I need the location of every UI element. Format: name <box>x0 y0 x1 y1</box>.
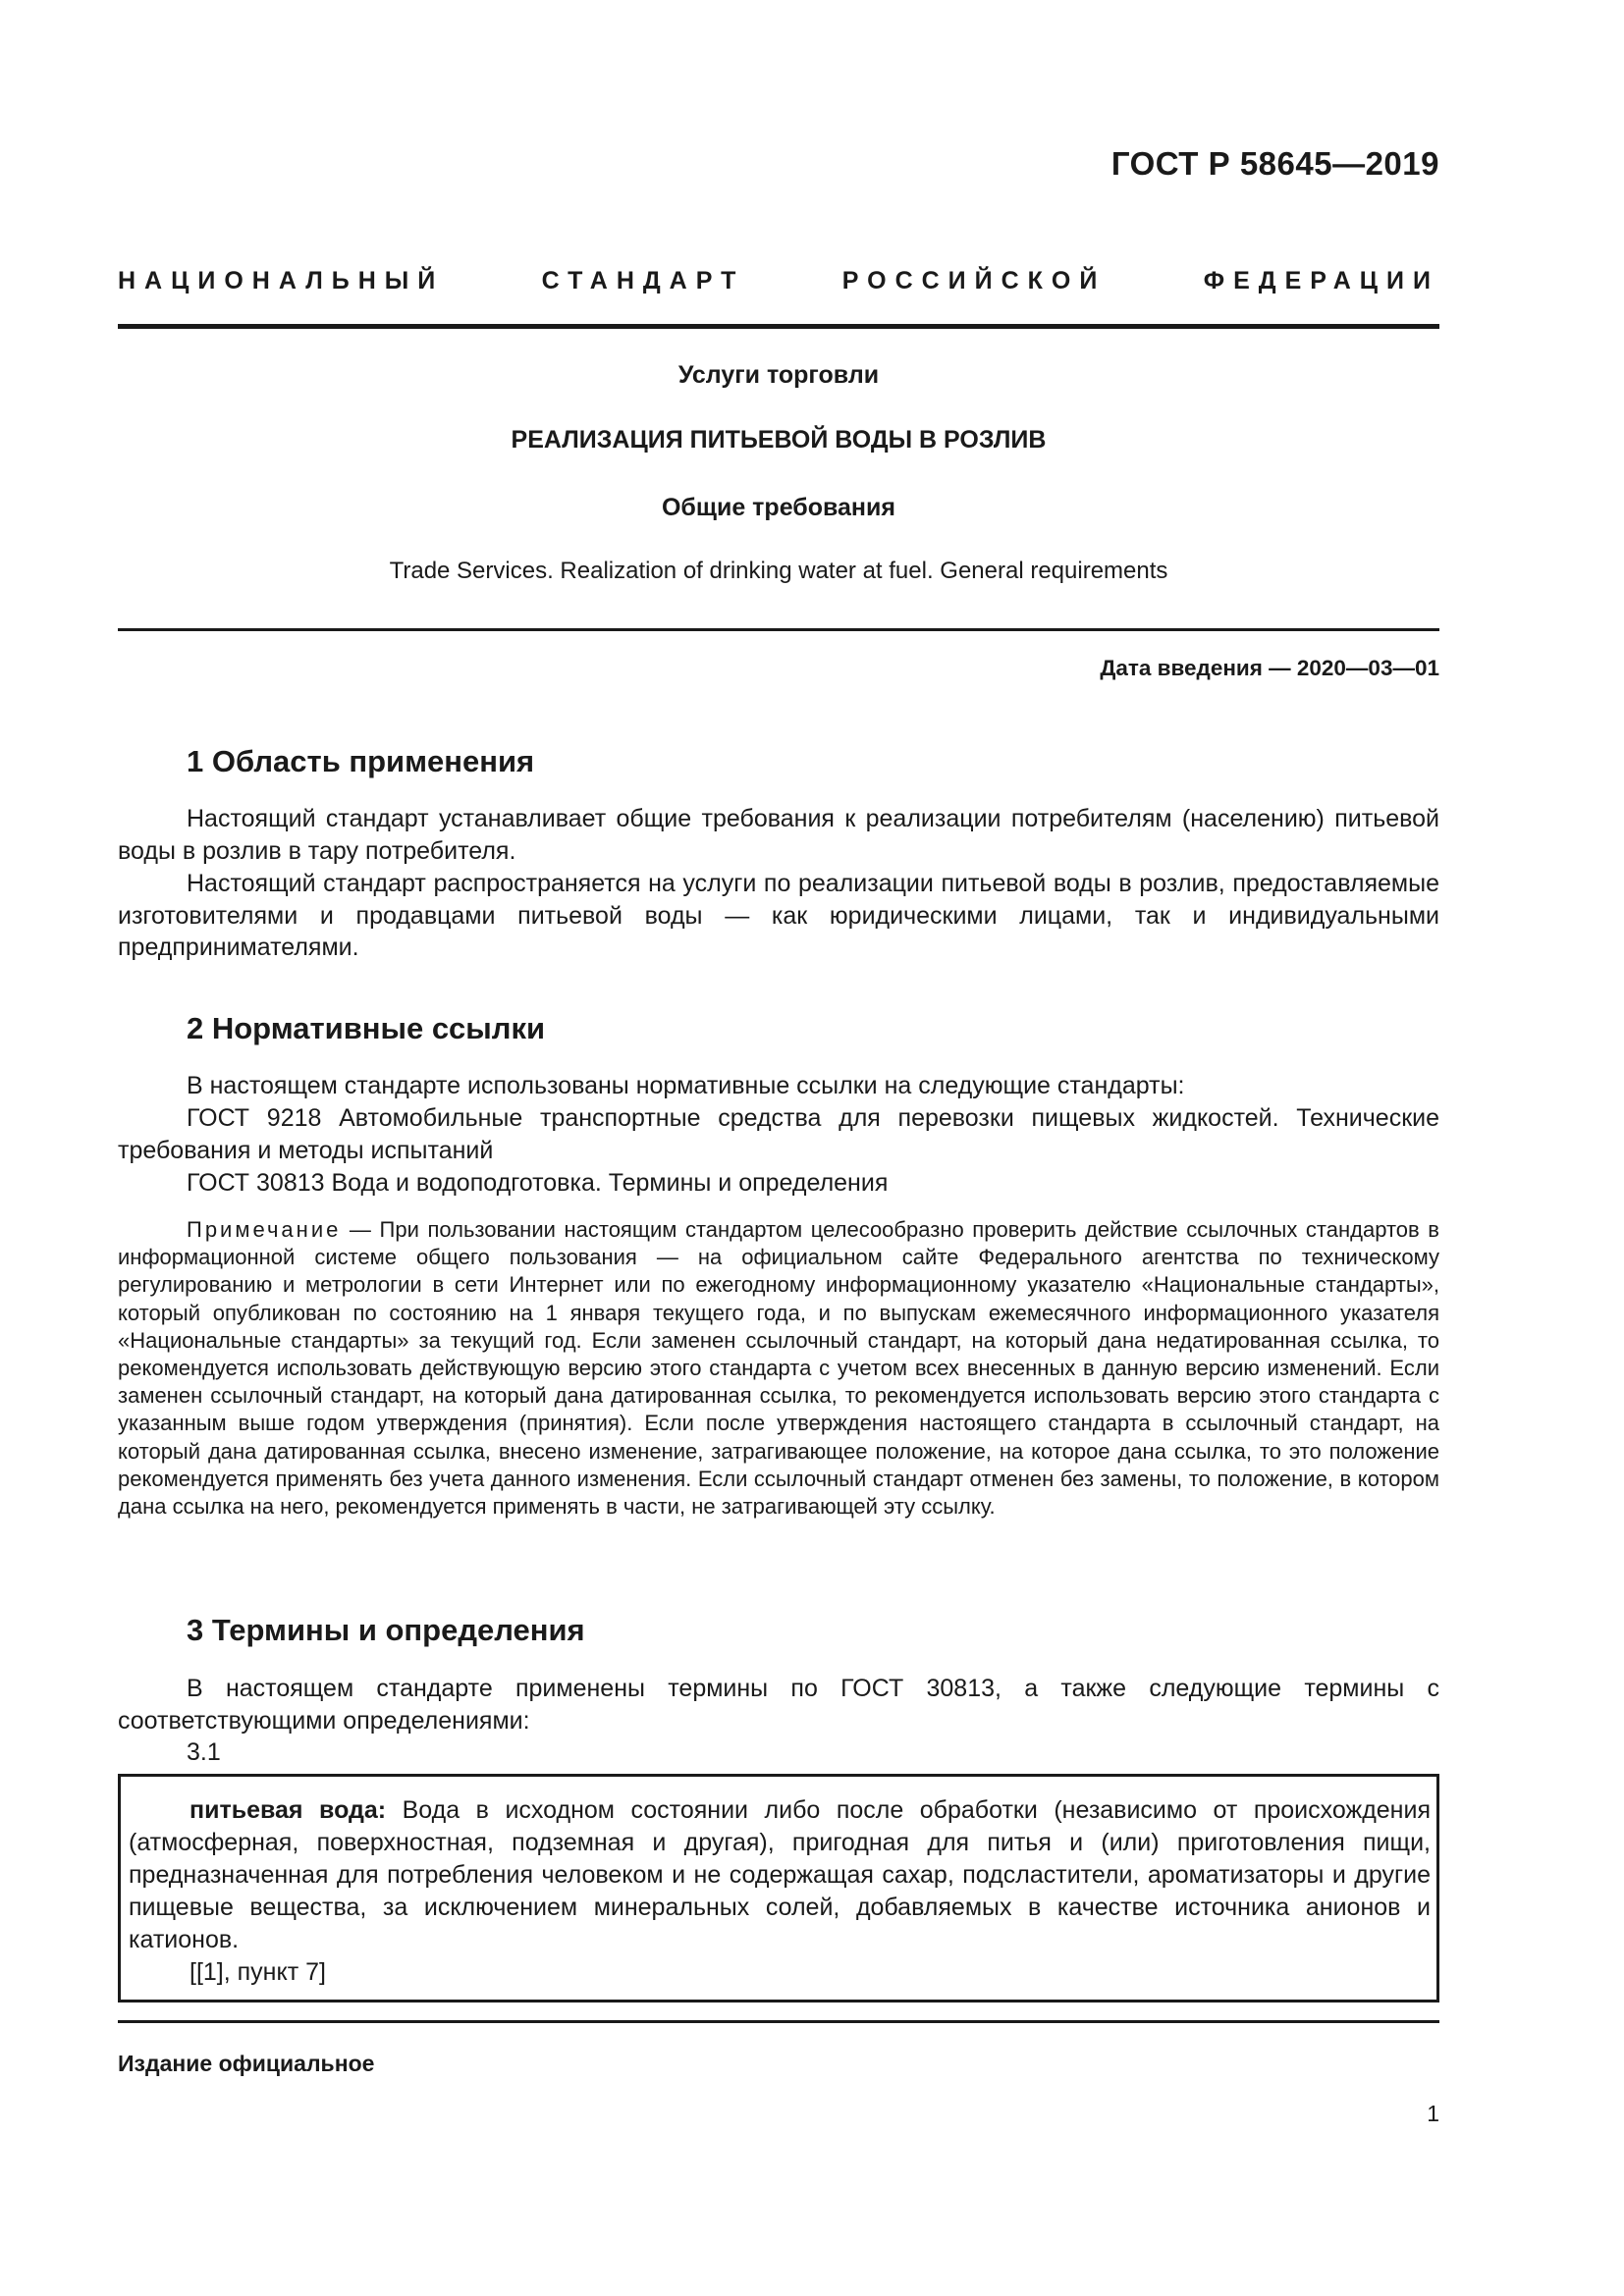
term-number: 3.1 <box>187 1738 221 1766</box>
national-standard-label: НАЦИОНАЛЬНЫЙ СТАНДАРТ РОССИЙСКОЙ ФЕДЕРАЦИИ <box>118 267 1439 294</box>
document-code: ГОСТ Р 58645—2019 <box>1110 145 1439 182</box>
title-main: РЕАЛИЗАЦИЯ ПИТЬЕВОЙ ВОДЫ В РОЗЛИВ <box>511 426 1047 454</box>
official-edition-label: Издание официальное <box>118 2051 375 2076</box>
title-category: Услуги торговли <box>677 361 880 389</box>
footer-divider <box>118 2020 1439 2023</box>
title-divider <box>118 628 1439 631</box>
term-source: [[1], пункт 7] <box>189 1958 326 1986</box>
section-3-intro: В настоящем стандарте применены термины по ГОСТ 30813, а также следующие термины с соответствующими определениями: <box>118 1675 1439 1735</box>
section-2-heading: 2 Нормативные ссылки <box>187 1011 546 1045</box>
section-1-heading: 1 Область применения <box>187 744 535 778</box>
references-note <box>118 1216 1439 1521</box>
section-2-intro: В настоящем стандарте использованы нормативные ссылки на следующие стандарты: <box>187 1072 1185 1099</box>
introduction-date: Дата введения — 2020—03—01 <box>1100 656 1439 680</box>
term-definition-box <box>118 1774 1439 2002</box>
section-1-paragraph-2: Настоящий стандарт распространяется на услуги по реализации питьевой воды в розлив, предоставляемые изготовителями и продавцами питьевой воды — как юридическими лицами, так и индивидуальными предпринимателями. <box>118 870 1439 961</box>
section-3-heading: 3 Термины и определения <box>187 1613 585 1647</box>
term-name: питьевая вода: <box>189 1796 387 1824</box>
title-english: Trade Services. Realization of drinking water at fuel. General requirements <box>389 558 1168 584</box>
header-divider <box>118 324 1439 329</box>
note-label: Примечание <box>187 1217 342 1242</box>
section-1-paragraph-1: Настоящий стандарт устанавливает общие требования к реализации потребителям (населению) питьевой воды в розлив в тару потребителя. <box>118 805 1439 865</box>
page-number: 1 <box>1427 2101 1439 2126</box>
reference-gost-30813: ГОСТ 30813 Вода и водоподготовка. Термины и определения <box>187 1169 889 1197</box>
term-definition <box>129 1794 1431 1956</box>
title-sub: Общие требования <box>661 494 895 521</box>
reference-gost-9218: ГОСТ 9218 Автомобильные транспортные средства для перевозки пищевых жидкостей. Технические требования и методы испытаний <box>118 1104 1439 1164</box>
note-text: — При пользовании настоящим стандартом целесообразно проверить действие ссылочных стандартов в информационной системе общего пользования — на официальном сайте Федерального агентства по техническому регулированию и метрологии в сети Интернет или по ежегодному информационному указателю «Национальные стандарты», который опубликован по состоянию на 1 января текущего года, и по выпускам ежемесячного информационного указателя «Национальные стандарты» за текущий год. Если заменен ссылочный стандарт, на который дана недатированная ссылка, то рекомендуется использовать действующую версию этого стандарта с учетом всех внесенных в данную версию изменений. Если заменен ссылочный стандарт, на который дана датированная ссылка, то рекомендуется использовать версию этого стандарта с указанным выше годом утверждения (принятия). Если после утверждения настоящего стандарта в ссылочный стандарт, на который дана датированная ссылка, внесено изменение, затрагивающее положение, на которое дана ссылка, то это положение рекомендуется применять без учета данного изменения. Если ссылочный стандарт отменен без замены, то положение, в котором дана ссылка на него, рекомендуется применять в части, не затрагивающей эту ссылку. <box>118 1217 1439 1520</box>
term-definition-text: Вода в исходном состоянии либо после обработки (независимо от происхождения (атмосферная, поверхностная, подземная и другая), пригодная для питья и (или) приготовления пищи, предназначенная для потребления человеком и не содержащая сахар, подсластители, ароматизаторы и другие пищевые вещества, за исключением минеральных солей, добавляемых в качестве источника анионов и катионов. <box>129 1796 1431 1953</box>
